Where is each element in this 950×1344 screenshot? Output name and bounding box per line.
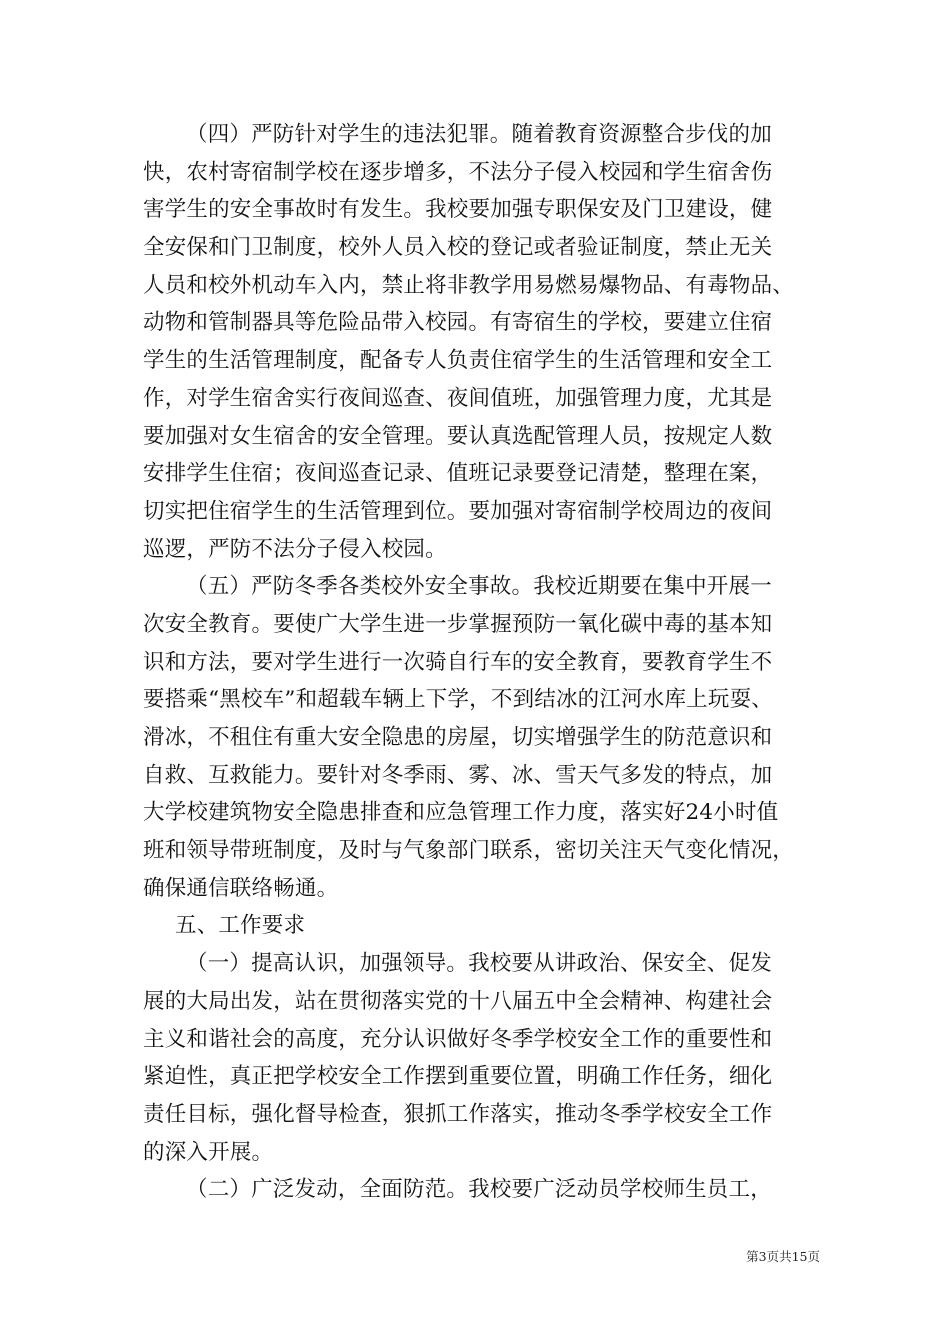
paragraph-4-line-7: 学生的生活管理制度，配备专人负责住宿学生的生活管理和安全工 — [143, 348, 773, 374]
paragraph-4-line-4: 全安保和门卫制度，校外人员入校的登记或者验证制度，禁止无关 — [143, 235, 773, 261]
requirement-1-line-5: 责任目标，强化督导检查，狠抓工作落实，推动冬季学校安全工作 — [143, 1101, 773, 1127]
paragraph-5-line-8: 班和领导带班制度，及时与气象部门联系，密切关注天气变化情况， — [143, 838, 795, 864]
paragraph-4-line-11: 切实把住宿学生的生活管理到位。要加强对寄宿制学校周边的夜间 — [143, 498, 773, 524]
requirement-1-line-6: 的深入开展。 — [143, 1139, 274, 1165]
paragraph-5-line-3: 识和方法，要对学生进行一次骑自行车的安全教育，要教育学生不 — [143, 649, 773, 675]
paragraph-4-line-8: 作，对学生宿舍实行夜间巡查、夜间值班，加强管理力度，尤其是 — [143, 385, 773, 411]
requirement-1-line-4: 紧迫性，真正把学校安全工作摆到重要位置，明确工作任务，细化 — [143, 1064, 773, 1090]
paragraph-5-line-5: 滑冰，不租住有重大安全隐患的房屋，切实增强学生的防范意识和 — [143, 725, 773, 750]
requirement-1-line-1: （一）提高认识，加强领导。我校要从讲政治、保安全、促发 — [186, 951, 772, 977]
paragraph-5-line-1: （五）严防冬季各类校外安全事故。我校近期要在集中开展一 — [186, 574, 772, 600]
paragraph-4-line-9: 要加强对女生宿舍的安全管理。要认真选配管理人员，按规定人数 — [143, 423, 773, 449]
paragraph-4-line-12: 巡逻，严防不法分子侵入校园。 — [143, 536, 447, 562]
paragraph-4-line-3: 害学生的安全事故时有发生。我校要加强专职保安及门卫建设，健 — [143, 197, 773, 223]
paragraph-5-line-7: 大学校建筑物安全隐患排查和应急管理工作力度，落实好24小时值 — [143, 800, 779, 826]
paragraph-5-line-2: 次安全教育。要使广大学生进一步掌握预防一氧化碳中毒的基本知 — [143, 611, 773, 637]
paragraph-4-line-1: （四）严防针对学生的违法犯罪。随着教育资源整合步伐的加 — [186, 122, 772, 147]
paragraph-4-line-6: 动物和管制器具等危险品带入校园。有寄宿生的学校，要建立住宿 — [143, 310, 773, 336]
requirement-1-line-3: 主义和谐社会的高度，充分认识做好冬季学校安全工作的重要性和 — [143, 1026, 773, 1052]
document-body — [143, 116, 819, 1209]
requirement-1-line-2: 展的大局出发，站在贯彻落实党的十八届五中全会精神、构建社会 — [143, 988, 773, 1014]
paragraph-4-line-5: 人员和校外机动车入内，禁止将非教学用易燃易爆物品、有毒物品、 — [143, 272, 795, 298]
paragraph-5-line-4: 要搭乘“黑校车”和超载车辆上下学，不到结冰的江河水库上玩耍、 — [143, 687, 773, 713]
page-number-footer: 第3页共15页 — [746, 1249, 820, 1264]
paragraph-5-line-9: 确保通信联络畅通。 — [143, 875, 339, 901]
requirement-2-line-1: （二）广泛发动，全面防范。我校要广泛动员学校师生员工， — [186, 1177, 772, 1203]
section-heading-work-requirements: 五、工作要求 — [175, 913, 306, 939]
paragraph-5-line-6: 自救、互救能力。要针对冬季雨、雾、冰、雪天气多发的特点，加 — [143, 762, 773, 788]
paragraph-4-line-10: 安排学生住宿；夜间巡查记录、值班记录要登记清楚，整理在案， — [143, 461, 773, 487]
paragraph-4-line-2: 快，农村寄宿制学校在逐步增多，不法分子侵入校园和学生宿舍伤 — [143, 159, 773, 185]
